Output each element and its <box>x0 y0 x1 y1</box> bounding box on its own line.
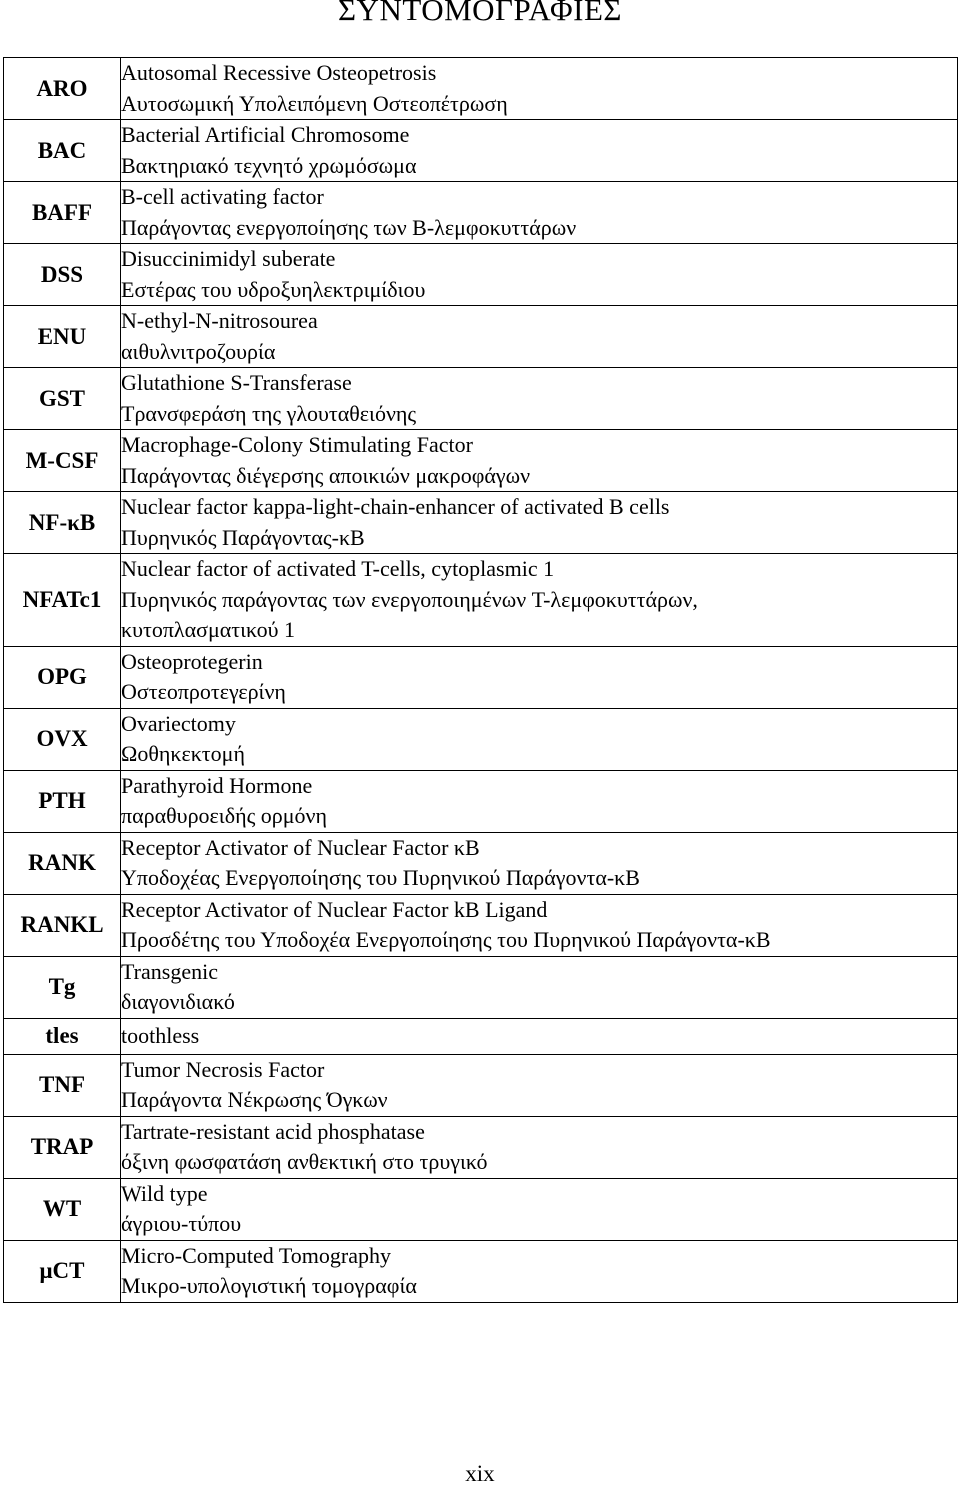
abbreviation-term: OPG <box>4 646 121 708</box>
abbreviation-row <box>4 708 958 770</box>
abbreviation-row <box>4 646 958 708</box>
abbreviation-definition <box>121 492 958 554</box>
abbreviation-definition <box>121 956 958 1018</box>
abbreviation-row <box>4 120 958 182</box>
abbreviation-term: tles <box>4 1018 121 1054</box>
definition-line: Ωοθηκεκτομή <box>121 741 245 766</box>
definition-line: Parathyroid Hormone <box>121 772 313 798</box>
definition-line: όξινη φωσφατάση ανθεκτική στο τρυγικό <box>121 1149 488 1174</box>
definition-line: Παράγοντας ενεργοποίησης των B-λεμφοκυττάρων <box>121 214 577 240</box>
abbreviation-term: NFATc1 <box>4 554 121 647</box>
definition-line: Bacterial Artificial Chromosome <box>121 122 410 147</box>
abbreviation-term: WT <box>4 1178 121 1240</box>
definition-line: κυτοπλασματικού 1 <box>121 617 296 642</box>
abbreviation-definition <box>121 1054 958 1116</box>
definition-line: Autosomal Recessive Osteopetrosis <box>121 60 437 85</box>
abbreviation-definition <box>121 1018 958 1054</box>
abbreviation-term: Tg <box>4 956 121 1018</box>
abbreviation-row <box>4 1240 958 1302</box>
definition-line: Παράγοντας διέγερσης αποικιών μακροφάγων <box>121 462 531 488</box>
definition-line: Βακτηριακό τεχνητό χρωμόσωμα <box>121 152 417 178</box>
abbreviation-definition <box>121 368 958 430</box>
abbreviation-row <box>4 956 958 1018</box>
abbreviation-definition <box>121 1116 958 1178</box>
page-number: xix <box>465 1461 495 1486</box>
definition-line: Micro-Computed Tomography <box>121 1242 391 1268</box>
definition-line: Receptor Activator of Nuclear Factor κB <box>121 834 480 860</box>
definition-line: Receptor Activator of Nuclear Factor kB Ligand <box>121 896 548 922</box>
abbreviation-term: DSS <box>4 244 121 306</box>
definition-line: Πυρηνικός παράγοντας των ενεργοποιημένων T-λεμφοκυττάρων, <box>121 586 698 612</box>
definition-line: Υποδοχέας Ενεργοποίησης του Πυρηνικού Παράγοντα-κB <box>121 865 640 890</box>
abbreviation-definition <box>121 58 958 120</box>
abbreviations-table-body <box>4 58 958 1303</box>
definition-line: Προσδέτης του Υποδοχέα Ενεργοποίησης του Πυρηνικού Παράγοντα-κB <box>121 927 771 952</box>
definition-line: Tumor Necrosis Factor <box>121 1056 325 1082</box>
definition-line: διαγονιδιακό <box>121 989 235 1014</box>
abbreviation-row <box>4 832 958 894</box>
abbreviation-term: RANK <box>4 832 121 894</box>
abbreviation-term: RANKL <box>4 894 121 956</box>
definition-line: Εστέρας του υδροξυηλεκτριμίδιου <box>121 276 426 302</box>
abbreviation-term: ENU <box>4 306 121 368</box>
abbreviation-definition <box>121 646 958 708</box>
abbreviation-term: BAC <box>4 120 121 182</box>
abbreviation-term: TNF <box>4 1054 121 1116</box>
abbreviation-definition <box>121 1178 958 1240</box>
abbreviation-definition <box>121 708 958 770</box>
definition-line: Osteoprotegerin <box>121 648 263 674</box>
definition-line: Πυρηνικός Παράγοντας-κB <box>121 524 365 550</box>
abbreviation-definition <box>121 306 958 368</box>
abbreviation-row <box>4 1116 958 1178</box>
definition-line: άγριου-τύπου <box>121 1211 242 1236</box>
abbreviation-term: BAFF <box>4 182 121 244</box>
definition-line: B-cell activating factor <box>121 184 324 209</box>
abbreviation-row <box>4 244 958 306</box>
abbreviation-term: OVX <box>4 708 121 770</box>
abbreviation-row <box>4 554 958 647</box>
definition-line: Wild type <box>121 1180 208 1206</box>
abbreviation-definition <box>121 832 958 894</box>
abbreviation-row <box>4 182 958 244</box>
abbreviation-definition <box>121 1240 958 1302</box>
abbreviation-definition <box>121 120 958 182</box>
abbreviation-row <box>4 306 958 368</box>
definition-line: Nuclear factor of activated T-cells, cytoplasmic 1 <box>121 556 555 581</box>
abbreviation-definition <box>121 770 958 832</box>
abbreviation-definition <box>121 182 958 244</box>
definition-line: Τρανσφεράση της γλουταθειόνης <box>121 400 417 426</box>
page-title: ΣΥΝΤΟΜΟΓΡΑΦΙΕΣ <box>338 0 622 27</box>
abbreviation-row <box>4 894 958 956</box>
definition-line: Nuclear factor kappa-light-chain-enhancer of activated B cells <box>121 494 670 519</box>
abbreviation-term: GST <box>4 368 121 430</box>
definition-line: Transgenic <box>121 958 218 984</box>
abbreviation-term: NF-κB <box>4 492 121 554</box>
definition-line: N-ethyl-N-nitrosourea <box>121 308 318 333</box>
abbreviation-row <box>4 368 958 430</box>
definition-line: Glutathione S-Transferase <box>121 370 352 395</box>
abbreviation-row <box>4 58 958 120</box>
abbreviation-definition <box>121 244 958 306</box>
definition-line: αιθυλνιτροζουρία <box>121 338 276 364</box>
abbreviation-definition <box>121 554 958 647</box>
abbreviation-row <box>4 770 958 832</box>
definition-line: Ovariectomy <box>121 710 236 736</box>
definition-line: Μικρο-υπολογιστική τομογραφία <box>121 1273 417 1298</box>
abbreviation-definition <box>121 894 958 956</box>
definition-line: Παράγοντα Νέκρωσης Όγκων <box>121 1087 388 1112</box>
abbreviations-table <box>3 57 958 1303</box>
abbreviation-row <box>4 1018 958 1054</box>
definition-line: Macrophage-Colony Stimulating Factor <box>121 432 473 457</box>
definition-line: Οστεοπροτεγερίνη <box>121 679 286 704</box>
definition-line: Αυτοσωμική Υπολειπόμενη Οστεοπέτρωση <box>121 90 508 116</box>
definition-line: Disuccinimidyl suberate <box>121 246 336 271</box>
abbreviation-row <box>4 430 958 492</box>
abbreviation-term: ARO <box>4 58 121 120</box>
definition-line: Tartrate-resistant acid phosphatase <box>121 1118 425 1144</box>
abbreviation-term: M-CSF <box>4 430 121 492</box>
abbreviation-term: PTH <box>4 770 121 832</box>
abbreviation-definition <box>121 430 958 492</box>
abbreviation-term: TRAP <box>4 1116 121 1178</box>
definition-line: παραθυροειδής ορμόνη <box>121 803 328 828</box>
abbreviation-row <box>4 1178 958 1240</box>
abbreviation-term: μCT <box>4 1240 121 1302</box>
abbreviation-row <box>4 1054 958 1116</box>
definition-line: toothless <box>121 1022 200 1048</box>
abbreviation-row <box>4 492 958 554</box>
